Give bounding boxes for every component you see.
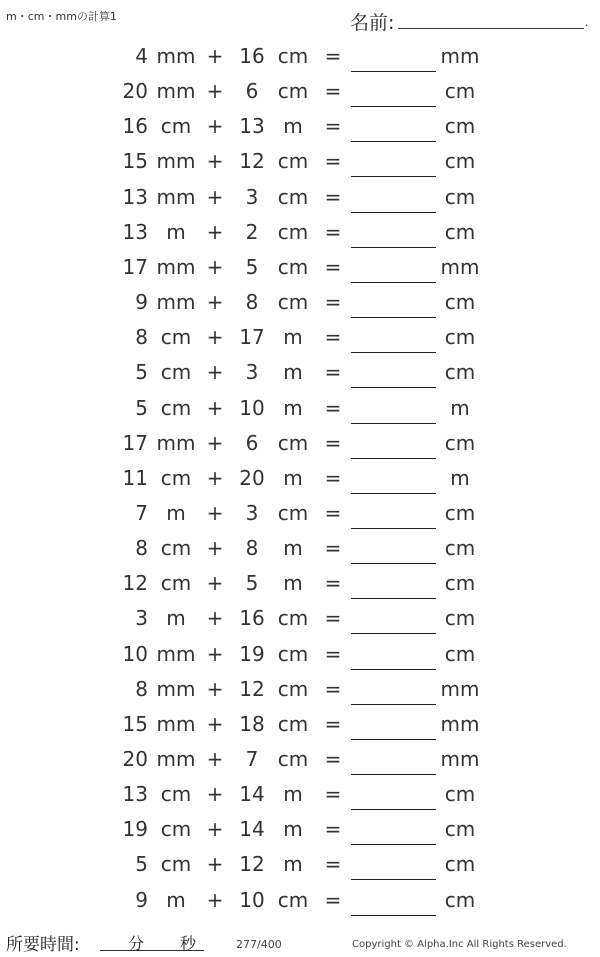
answer-blank[interactable] — [351, 633, 436, 634]
first-unit: cm — [160, 817, 192, 842]
second-unit: cm — [277, 887, 309, 912]
second-unit: cm — [277, 676, 309, 701]
first-number: 15 — [122, 711, 148, 736]
problem-row — [0, 567, 600, 602]
plus-sign: + — [206, 536, 224, 561]
answer-unit: m — [450, 395, 470, 420]
first-unit: cm — [160, 114, 192, 139]
answer-blank[interactable] — [351, 493, 436, 494]
problem-row — [0, 427, 600, 462]
second-number: 10 — [239, 395, 265, 420]
plus-sign: + — [206, 782, 224, 807]
first-number: 7 — [135, 500, 148, 525]
second-unit: cm — [277, 79, 309, 104]
answer-unit: mm — [440, 747, 480, 771]
first-number: 13 — [122, 184, 148, 209]
answer-blank[interactable] — [351, 739, 436, 740]
name-write-line[interactable] — [398, 28, 584, 29]
answer-blank[interactable] — [351, 458, 436, 459]
answer-blank[interactable] — [351, 317, 436, 318]
plus-sign: + — [206, 254, 224, 279]
first-unit: cm — [160, 465, 192, 490]
second-number: 3 — [245, 360, 259, 385]
first-number: 5 — [135, 395, 148, 420]
equals-sign: = — [324, 325, 342, 350]
second-unit: cm — [277, 184, 309, 209]
second-unit: cm — [277, 430, 309, 455]
answer-blank[interactable] — [351, 247, 436, 248]
second-unit: m — [283, 114, 303, 139]
first-unit: m — [166, 606, 186, 631]
first-unit: cm — [160, 852, 192, 877]
equals-sign: = — [324, 149, 342, 174]
first-number: 5 — [135, 360, 148, 385]
equals-sign: = — [324, 852, 342, 877]
second-unit: m — [283, 817, 303, 842]
first-number: 4 — [135, 44, 148, 68]
first-unit: cm — [160, 395, 192, 420]
answer-unit: cm — [444, 219, 476, 244]
equals-sign: = — [324, 465, 342, 490]
problem-row — [0, 356, 600, 391]
plus-sign: + — [206, 219, 224, 244]
answer-unit: mm — [440, 254, 480, 279]
first-number: 8 — [135, 325, 148, 350]
second-unit: cm — [277, 219, 309, 244]
plus-sign: + — [206, 711, 224, 736]
first-unit: mm — [156, 254, 196, 279]
answer-unit: cm — [444, 290, 476, 315]
second-number: 10 — [239, 887, 265, 912]
second-number: 12 — [239, 852, 265, 877]
second-unit: cm — [277, 747, 309, 771]
answer-unit: cm — [444, 571, 476, 596]
page-number: 277/400 — [236, 938, 282, 951]
second-number: 18 — [239, 711, 265, 736]
problem-row — [0, 40, 600, 75]
answer-blank[interactable] — [351, 141, 436, 142]
first-unit: m — [166, 500, 186, 525]
plus-sign: + — [206, 325, 224, 350]
second-number: 17 — [239, 325, 265, 350]
problem-row — [0, 462, 600, 497]
problem-row — [0, 532, 600, 567]
answer-unit: cm — [444, 536, 476, 561]
equals-sign: = — [324, 44, 342, 68]
problem-row — [0, 321, 600, 356]
answer-unit: mm — [440, 44, 480, 68]
answer-unit: cm — [444, 79, 476, 104]
second-number: 3 — [245, 500, 259, 525]
equals-sign: = — [324, 219, 342, 244]
equals-sign: = — [324, 254, 342, 279]
equals-sign: = — [324, 817, 342, 842]
first-number: 3 — [135, 606, 148, 631]
problem-row — [0, 778, 600, 813]
first-number: 13 — [122, 782, 148, 807]
equals-sign: = — [324, 676, 342, 701]
second-unit: cm — [277, 606, 309, 631]
second-number: 12 — [239, 676, 265, 701]
answer-blank[interactable] — [351, 915, 436, 916]
first-unit: mm — [156, 711, 196, 736]
first-unit: mm — [156, 676, 196, 701]
equals-sign: = — [324, 641, 342, 666]
equals-sign: = — [324, 711, 342, 736]
answer-unit: cm — [444, 184, 476, 209]
first-unit: mm — [156, 430, 196, 455]
first-number: 17 — [122, 430, 148, 455]
first-unit: mm — [156, 641, 196, 666]
equals-sign: = — [324, 571, 342, 596]
name-field-area — [350, 8, 590, 32]
second-number: 5 — [245, 254, 259, 279]
answer-unit: m — [450, 465, 470, 490]
first-number: 9 — [135, 887, 148, 912]
second-number: 5 — [245, 571, 259, 596]
second-number: 6 — [245, 79, 259, 104]
worksheet-title: m・cm・mmの計算1 — [6, 10, 117, 23]
second-number: 6 — [245, 430, 259, 455]
problem-row — [0, 75, 600, 110]
plus-sign: + — [206, 747, 224, 771]
plus-sign: + — [206, 360, 224, 385]
second-number: 7 — [245, 747, 259, 771]
first-number: 11 — [122, 465, 148, 490]
answer-blank[interactable] — [351, 669, 436, 670]
first-number: 16 — [122, 114, 148, 139]
plus-sign: + — [206, 641, 224, 666]
plus-sign: + — [206, 571, 224, 596]
first-unit: mm — [156, 184, 196, 209]
answer-blank[interactable] — [351, 809, 436, 810]
problem-row — [0, 392, 600, 427]
second-number: 8 — [245, 290, 259, 315]
problem-row — [0, 602, 600, 637]
first-number: 8 — [135, 676, 148, 701]
second-unit: m — [283, 782, 303, 807]
problem-row — [0, 181, 600, 216]
answer-unit: mm — [440, 711, 480, 736]
answer-blank[interactable] — [351, 387, 436, 388]
name-dot: . — [585, 18, 589, 29]
equals-sign: = — [324, 500, 342, 525]
answer-unit: cm — [444, 852, 476, 877]
second-unit: m — [283, 536, 303, 561]
answer-unit: cm — [444, 149, 476, 174]
second-unit: m — [283, 571, 303, 596]
second-unit: m — [283, 465, 303, 490]
plus-sign: + — [206, 149, 224, 174]
second-unit: cm — [277, 290, 309, 315]
answer-unit: cm — [444, 114, 476, 139]
problem-row — [0, 286, 600, 321]
answer-blank[interactable] — [351, 176, 436, 177]
second-unit: cm — [277, 254, 309, 279]
first-number: 20 — [122, 747, 148, 771]
first-number: 8 — [135, 536, 148, 561]
answer-blank[interactable] — [351, 879, 436, 880]
plus-sign: + — [206, 500, 224, 525]
equals-sign: = — [324, 606, 342, 631]
problem-row — [0, 497, 600, 532]
answer-blank[interactable] — [351, 212, 436, 213]
first-number: 15 — [122, 149, 148, 174]
answer-blank[interactable] — [351, 774, 436, 775]
second-unit: cm — [277, 641, 309, 666]
first-unit: cm — [160, 782, 192, 807]
answer-unit: cm — [444, 817, 476, 842]
minutes-label: 分 — [128, 934, 145, 953]
first-unit: mm — [156, 290, 196, 315]
first-unit: m — [166, 219, 186, 244]
time-label: 所要時間: — [6, 935, 80, 955]
time-field-area — [6, 930, 206, 954]
second-unit: m — [283, 852, 303, 877]
plus-sign: + — [206, 465, 224, 490]
second-unit: m — [283, 325, 303, 350]
answer-unit: cm — [444, 606, 476, 631]
second-number: 2 — [245, 219, 259, 244]
name-label: 名前: — [350, 12, 395, 34]
equals-sign: = — [324, 887, 342, 912]
problem-row — [0, 848, 600, 883]
plus-sign: + — [206, 79, 224, 104]
problem-row — [0, 708, 600, 743]
second-number: 19 — [239, 641, 265, 666]
second-number: 16 — [239, 606, 265, 631]
answer-blank[interactable] — [351, 563, 436, 564]
second-number: 8 — [245, 536, 259, 561]
plus-sign: + — [206, 852, 224, 877]
answer-unit: cm — [444, 360, 476, 385]
equals-sign: = — [324, 290, 342, 315]
equals-sign: = — [324, 395, 342, 420]
answer-blank[interactable] — [351, 282, 436, 283]
first-unit: cm — [160, 571, 192, 596]
answer-blank[interactable] — [351, 423, 436, 424]
first-number: 20 — [122, 79, 148, 104]
equals-sign: = — [324, 184, 342, 209]
first-unit: mm — [156, 44, 196, 68]
copyright-notice: Copyright © Alpha.Inc All Rights Reserved. — [352, 939, 567, 950]
second-unit: cm — [277, 500, 309, 525]
equals-sign: = — [324, 747, 342, 771]
plus-sign: + — [206, 430, 224, 455]
plus-sign: + — [206, 44, 224, 68]
second-number: 14 — [239, 817, 265, 842]
first-number: 12 — [122, 571, 148, 596]
first-number: 13 — [122, 219, 148, 244]
answer-unit: cm — [444, 430, 476, 455]
plus-sign: + — [206, 817, 224, 842]
second-unit: cm — [277, 149, 309, 174]
first-unit: m — [166, 887, 186, 912]
first-unit: cm — [160, 325, 192, 350]
seconds-label: 秒 — [180, 934, 197, 953]
answer-blank[interactable] — [351, 844, 436, 845]
first-unit: mm — [156, 149, 196, 174]
answer-blank[interactable] — [351, 106, 436, 107]
plus-sign: + — [206, 676, 224, 701]
problem-row — [0, 110, 600, 145]
problem-row — [0, 145, 600, 180]
answer-unit: cm — [444, 782, 476, 807]
answer-unit: cm — [444, 641, 476, 666]
second-number: 14 — [239, 782, 265, 807]
answer-blank[interactable] — [351, 352, 436, 353]
answer-unit: cm — [444, 887, 476, 912]
second-number: 20 — [239, 465, 265, 490]
answer-unit: mm — [440, 676, 480, 701]
problem-row — [0, 216, 600, 251]
plus-sign: + — [206, 887, 224, 912]
equals-sign: = — [324, 536, 342, 561]
second-number: 12 — [239, 149, 265, 174]
second-number: 13 — [239, 114, 265, 139]
second-number: 16 — [239, 44, 265, 68]
answer-unit: cm — [444, 500, 476, 525]
second-unit: m — [283, 395, 303, 420]
problem-row — [0, 743, 600, 778]
first-number: 19 — [122, 817, 148, 842]
problem-row — [0, 884, 600, 919]
equals-sign: = — [324, 114, 342, 139]
first-number: 10 — [122, 641, 148, 666]
first-unit: cm — [160, 360, 192, 385]
problem-row — [0, 251, 600, 286]
plus-sign: + — [206, 184, 224, 209]
second-unit: m — [283, 360, 303, 385]
answer-blank[interactable] — [351, 704, 436, 705]
equals-sign: = — [324, 430, 342, 455]
problem-row — [0, 638, 600, 673]
answer-blank[interactable] — [351, 71, 436, 72]
first-unit: mm — [156, 747, 196, 771]
problem-row — [0, 673, 600, 708]
plus-sign: + — [206, 114, 224, 139]
second-unit: cm — [277, 711, 309, 736]
equals-sign: = — [324, 79, 342, 104]
second-number: 3 — [245, 184, 259, 209]
first-number: 5 — [135, 852, 148, 877]
equals-sign: = — [324, 782, 342, 807]
plus-sign: + — [206, 290, 224, 315]
plus-sign: + — [206, 395, 224, 420]
plus-sign: + — [206, 606, 224, 631]
equals-sign: = — [324, 360, 342, 385]
second-unit: cm — [277, 44, 309, 68]
first-number: 17 — [122, 254, 148, 279]
first-number: 9 — [135, 290, 148, 315]
answer-unit: cm — [444, 325, 476, 350]
first-unit: cm — [160, 536, 192, 561]
first-unit: mm — [156, 79, 196, 104]
problem-row — [0, 813, 600, 848]
answer-blank[interactable] — [351, 598, 436, 599]
answer-blank[interactable] — [351, 528, 436, 529]
